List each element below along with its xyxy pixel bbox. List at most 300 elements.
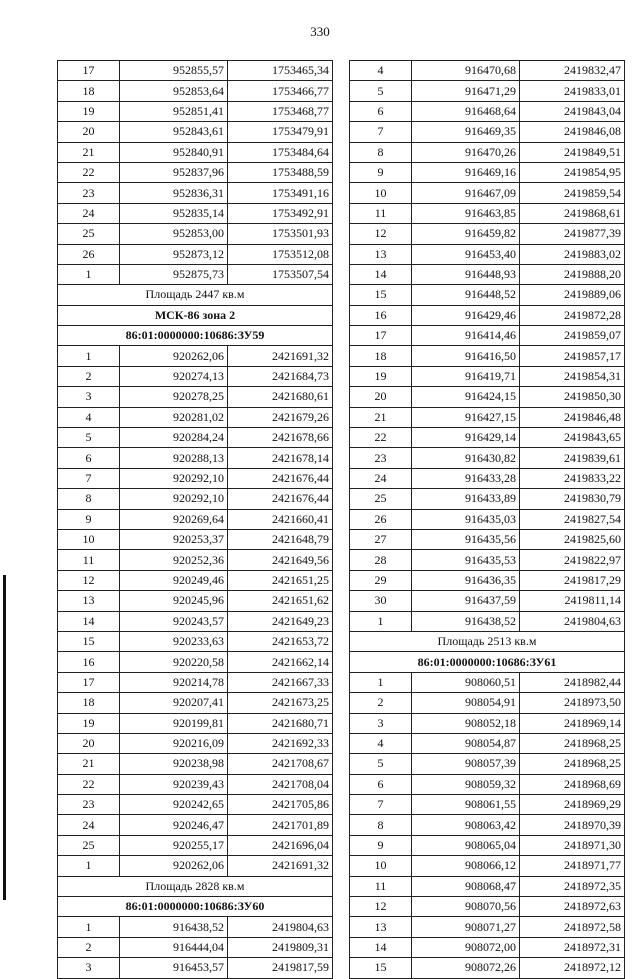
x-coordinate-cell: 952855,57 <box>120 61 228 81</box>
page-number: 330 <box>310 24 330 39</box>
point-number-cell: 19 <box>350 366 412 386</box>
point-number-cell: 6 <box>350 101 412 121</box>
y-coordinate-cell: 2419877,39 <box>520 224 625 244</box>
point-number-cell: 6 <box>350 774 412 794</box>
x-coordinate-cell: 908070,56 <box>412 897 520 917</box>
coordinate-row <box>350 366 625 386</box>
x-coordinate-cell: 916469,35 <box>412 122 520 142</box>
y-coordinate-cell: 1753484,64 <box>228 142 333 162</box>
scan-margin-bar <box>3 575 6 900</box>
y-coordinate-cell: 2419849,51 <box>520 142 625 162</box>
y-coordinate-cell: 2419830,79 <box>520 489 625 509</box>
point-number-cell: 2 <box>350 693 412 713</box>
area-summary-row <box>58 285 333 305</box>
section-header-row <box>58 326 333 346</box>
point-number-cell: 1 <box>350 611 412 631</box>
x-coordinate-cell: 916438,52 <box>120 917 228 937</box>
y-coordinate-cell: 2418968,25 <box>520 733 625 753</box>
x-coordinate-cell: 908061,55 <box>412 795 520 815</box>
x-coordinate-cell: 916437,59 <box>412 591 520 611</box>
point-number-cell: 19 <box>58 713 120 733</box>
y-coordinate-cell: 2418968,25 <box>520 754 625 774</box>
x-coordinate-cell: 920292,10 <box>120 489 228 509</box>
x-coordinate-cell: 916459,82 <box>412 224 520 244</box>
x-coordinate-cell: 916435,53 <box>412 550 520 570</box>
coordinate-row <box>58 81 333 101</box>
x-coordinate-cell: 920245,96 <box>120 591 228 611</box>
coordinate-row <box>58 509 333 529</box>
point-number-cell: 2 <box>58 366 120 386</box>
x-coordinate-cell: 920252,36 <box>120 550 228 570</box>
x-coordinate-cell: 916471,29 <box>412 81 520 101</box>
y-coordinate-cell: 2418982,44 <box>520 672 625 692</box>
section-title: 86:01:0000000:10686:ЗУ61 <box>350 652 625 672</box>
x-coordinate-cell: 920262,06 <box>120 346 228 366</box>
y-coordinate-cell: 2421678,66 <box>228 428 333 448</box>
coordinate-row <box>350 81 625 101</box>
y-coordinate-cell: 2421676,44 <box>228 489 333 509</box>
x-coordinate-cell: 952840,91 <box>120 142 228 162</box>
y-coordinate-cell: 2419883,02 <box>520 244 625 264</box>
x-coordinate-cell: 916429,46 <box>412 305 520 325</box>
point-number-cell: 27 <box>350 529 412 549</box>
y-coordinate-cell: 1753512,08 <box>228 244 333 264</box>
point-number-cell: 18 <box>58 693 120 713</box>
coordinate-row <box>58 61 333 81</box>
x-coordinate-cell: 916448,52 <box>412 285 520 305</box>
point-number-cell: 14 <box>350 264 412 284</box>
coordinate-row <box>58 815 333 835</box>
x-coordinate-cell: 916467,09 <box>412 183 520 203</box>
x-coordinate-cell: 916429,14 <box>412 428 520 448</box>
point-number-cell: 5 <box>350 81 412 101</box>
point-number-cell: 12 <box>350 897 412 917</box>
coordinate-row <box>58 448 333 468</box>
x-coordinate-cell: 916419,71 <box>412 366 520 386</box>
point-number-cell: 25 <box>58 835 120 855</box>
point-number-cell: 24 <box>350 468 412 488</box>
x-coordinate-cell: 920199,81 <box>120 713 228 733</box>
point-number-cell: 23 <box>58 795 120 815</box>
y-coordinate-cell: 2421684,73 <box>228 366 333 386</box>
y-coordinate-cell: 2421680,61 <box>228 387 333 407</box>
x-coordinate-cell: 916424,15 <box>412 387 520 407</box>
y-coordinate-cell: 1753466,77 <box>228 81 333 101</box>
x-coordinate-cell: 916414,46 <box>412 326 520 346</box>
x-coordinate-cell: 952843,61 <box>120 122 228 142</box>
y-coordinate-cell: 2419889,06 <box>520 285 625 305</box>
point-number-cell: 29 <box>350 570 412 590</box>
x-coordinate-cell: 920233,63 <box>120 631 228 651</box>
coordinate-row <box>350 795 625 815</box>
x-coordinate-cell: 916469,16 <box>412 162 520 182</box>
coordinate-row <box>350 448 625 468</box>
y-coordinate-cell: 2421680,71 <box>228 713 333 733</box>
coordinate-row <box>58 428 333 448</box>
coordinate-row <box>350 958 625 978</box>
coordinate-row <box>58 652 333 672</box>
coordinate-row <box>350 489 625 509</box>
point-number-cell: 8 <box>58 489 120 509</box>
point-number-cell: 7 <box>350 795 412 815</box>
coordinate-row <box>58 835 333 855</box>
y-coordinate-cell: 2421692,33 <box>228 733 333 753</box>
coordinate-row <box>350 122 625 142</box>
coordinate-row <box>58 122 333 142</box>
x-coordinate-cell: 916448,93 <box>412 264 520 284</box>
point-number-cell: 5 <box>350 754 412 774</box>
x-coordinate-cell: 952851,41 <box>120 101 228 121</box>
x-coordinate-cell: 952835,14 <box>120 203 228 223</box>
y-coordinate-cell: 2418972,12 <box>520 958 625 978</box>
x-coordinate-cell: 916427,15 <box>412 407 520 427</box>
point-number-cell: 1 <box>58 264 120 284</box>
coordinate-row <box>350 468 625 488</box>
x-coordinate-cell: 920220,58 <box>120 652 228 672</box>
x-coordinate-cell: 920292,10 <box>120 468 228 488</box>
x-coordinate-cell: 916430,82 <box>412 448 520 468</box>
y-coordinate-cell: 2419817,59 <box>228 958 333 978</box>
x-coordinate-cell: 916433,89 <box>412 489 520 509</box>
coordinate-row <box>58 489 333 509</box>
x-coordinate-cell: 916453,57 <box>120 958 228 978</box>
coordinate-row <box>350 754 625 774</box>
coordinate-row <box>350 733 625 753</box>
point-number-cell: 30 <box>350 591 412 611</box>
y-coordinate-cell: 2419817,29 <box>520 570 625 590</box>
point-number-cell: 6 <box>58 448 120 468</box>
coordinate-row <box>58 937 333 957</box>
point-number-cell: 1 <box>58 856 120 876</box>
point-number-cell: 25 <box>350 489 412 509</box>
coordinate-row <box>58 856 333 876</box>
x-coordinate-cell: 920214,78 <box>120 672 228 692</box>
coordinate-row <box>58 203 333 223</box>
point-number-cell: 24 <box>58 815 120 835</box>
coordinate-row <box>58 591 333 611</box>
x-coordinate-cell: 916436,35 <box>412 570 520 590</box>
point-number-cell: 7 <box>58 468 120 488</box>
coordinate-row <box>58 366 333 386</box>
point-number-cell: 24 <box>58 203 120 223</box>
x-coordinate-cell: 920242,65 <box>120 795 228 815</box>
y-coordinate-cell: 2418972,35 <box>520 876 625 896</box>
area-summary-row <box>350 631 625 651</box>
y-coordinate-cell: 2418969,29 <box>520 795 625 815</box>
point-number-cell: 4 <box>58 407 120 427</box>
x-coordinate-cell: 908065,04 <box>412 835 520 855</box>
point-number-cell: 26 <box>58 244 120 264</box>
x-coordinate-cell: 916470,68 <box>412 61 520 81</box>
x-coordinate-cell: 920216,09 <box>120 733 228 753</box>
coordinate-row <box>58 101 333 121</box>
y-coordinate-cell: 2418973,50 <box>520 693 625 713</box>
x-coordinate-cell: 920238,98 <box>120 754 228 774</box>
x-coordinate-cell: 920255,17 <box>120 835 228 855</box>
x-coordinate-cell: 920274,13 <box>120 366 228 386</box>
point-number-cell: 16 <box>58 652 120 672</box>
y-coordinate-cell: 2419809,31 <box>228 937 333 957</box>
coordinate-row <box>350 244 625 264</box>
y-coordinate-cell: 2421701,89 <box>228 815 333 835</box>
x-coordinate-cell: 908057,39 <box>412 754 520 774</box>
point-number-cell: 22 <box>58 774 120 794</box>
area-text: Площадь 2447 кв.м <box>58 285 333 305</box>
y-coordinate-cell: 2419859,54 <box>520 183 625 203</box>
coordinate-row <box>350 346 625 366</box>
coordinate-row <box>350 937 625 957</box>
point-number-cell: 18 <box>350 346 412 366</box>
section-title: 86:01:0000000:10686:ЗУ60 <box>58 897 333 917</box>
section-title: 86:01:0000000:10686:ЗУ59 <box>58 326 333 346</box>
y-coordinate-cell: 2418972,58 <box>520 917 625 937</box>
coordinate-row <box>350 672 625 692</box>
coordinate-row <box>350 428 625 448</box>
x-coordinate-cell: 920288,13 <box>120 448 228 468</box>
coordinate-row <box>58 550 333 570</box>
y-coordinate-cell: 1753491,16 <box>228 183 333 203</box>
x-coordinate-cell: 916435,56 <box>412 529 520 549</box>
point-number-cell: 1 <box>58 346 120 366</box>
coordinate-row <box>350 407 625 427</box>
x-coordinate-cell: 908063,42 <box>412 815 520 835</box>
y-coordinate-cell: 1753488,59 <box>228 162 333 182</box>
x-coordinate-cell: 920281,02 <box>120 407 228 427</box>
coordinate-row <box>350 162 625 182</box>
y-coordinate-cell: 2419839,61 <box>520 448 625 468</box>
x-coordinate-cell: 916470,26 <box>412 142 520 162</box>
coordinate-row <box>58 387 333 407</box>
coordinate-row <box>58 224 333 244</box>
point-number-cell: 21 <box>58 142 120 162</box>
y-coordinate-cell: 2419843,65 <box>520 428 625 448</box>
coordinate-row <box>58 754 333 774</box>
y-coordinate-cell: 2418972,63 <box>520 897 625 917</box>
y-coordinate-cell: 2421673,25 <box>228 693 333 713</box>
y-coordinate-cell: 2419811,14 <box>520 591 625 611</box>
point-number-cell: 15 <box>350 285 412 305</box>
y-coordinate-cell: 2421660,41 <box>228 509 333 529</box>
x-coordinate-cell: 920278,25 <box>120 387 228 407</box>
point-number-cell: 26 <box>350 509 412 529</box>
x-coordinate-cell: 920269,64 <box>120 509 228 529</box>
coordinate-row <box>58 713 333 733</box>
coordinate-row <box>350 774 625 794</box>
x-coordinate-cell: 916433,28 <box>412 468 520 488</box>
y-coordinate-cell: 2421691,32 <box>228 346 333 366</box>
y-coordinate-cell: 2419857,17 <box>520 346 625 366</box>
point-number-cell: 19 <box>58 101 120 121</box>
coordinate-row <box>350 387 625 407</box>
x-coordinate-cell: 920249,46 <box>120 570 228 590</box>
y-coordinate-cell: 1753501,93 <box>228 224 333 244</box>
point-number-cell: 15 <box>350 958 412 978</box>
x-coordinate-cell: 920207,41 <box>120 693 228 713</box>
point-number-cell: 23 <box>58 183 120 203</box>
y-coordinate-cell: 2419888,20 <box>520 264 625 284</box>
y-coordinate-cell: 2419832,47 <box>520 61 625 81</box>
y-coordinate-cell: 2419804,63 <box>520 611 625 631</box>
coordinate-row <box>58 264 333 284</box>
coordinate-row <box>58 774 333 794</box>
point-number-cell: 13 <box>350 917 412 937</box>
point-number-cell: 14 <box>58 611 120 631</box>
y-coordinate-cell: 2418970,39 <box>520 815 625 835</box>
point-number-cell: 9 <box>350 835 412 855</box>
point-number-cell: 11 <box>350 876 412 896</box>
point-number-cell: 22 <box>350 428 412 448</box>
x-coordinate-cell: 908054,91 <box>412 693 520 713</box>
x-coordinate-cell: 908072,26 <box>412 958 520 978</box>
point-number-cell: 11 <box>58 550 120 570</box>
coordinate-row <box>58 631 333 651</box>
coordinate-row <box>58 244 333 264</box>
y-coordinate-cell: 2421651,62 <box>228 591 333 611</box>
y-coordinate-cell: 1753465,34 <box>228 61 333 81</box>
y-coordinate-cell: 1753468,77 <box>228 101 333 121</box>
point-number-cell: 3 <box>350 713 412 733</box>
coordinate-row <box>350 570 625 590</box>
point-number-cell: 17 <box>58 672 120 692</box>
coordinate-row <box>58 346 333 366</box>
coordinate-row <box>350 183 625 203</box>
point-number-cell: 16 <box>350 305 412 325</box>
x-coordinate-cell: 916416,50 <box>412 346 520 366</box>
coordinates-table-right <box>349 60 625 979</box>
y-coordinate-cell: 2419822,97 <box>520 550 625 570</box>
y-coordinate-cell: 2421678,14 <box>228 448 333 468</box>
point-number-cell: 20 <box>58 122 120 142</box>
point-number-cell: 15 <box>58 631 120 651</box>
x-coordinate-cell: 952853,64 <box>120 81 228 101</box>
point-number-cell: 8 <box>350 142 412 162</box>
coordinate-row <box>350 285 625 305</box>
y-coordinate-cell: 2419827,54 <box>520 509 625 529</box>
coordinate-row <box>58 795 333 815</box>
point-number-cell: 14 <box>350 937 412 957</box>
coordinate-row <box>58 407 333 427</box>
point-number-cell: 23 <box>350 448 412 468</box>
point-number-cell: 21 <box>58 754 120 774</box>
x-coordinate-cell: 952837,96 <box>120 162 228 182</box>
coordinate-row <box>350 550 625 570</box>
y-coordinate-cell: 2421649,56 <box>228 550 333 570</box>
section-header-row <box>58 897 333 917</box>
coordinate-row <box>58 183 333 203</box>
coordinate-row <box>58 611 333 631</box>
y-coordinate-cell: 1753479,91 <box>228 122 333 142</box>
y-coordinate-cell: 2421691,32 <box>228 856 333 876</box>
x-coordinate-cell: 952853,00 <box>120 224 228 244</box>
y-coordinate-cell: 2418971,30 <box>520 835 625 855</box>
y-coordinate-cell: 2418971,77 <box>520 856 625 876</box>
coordinate-row <box>350 856 625 876</box>
y-coordinate-cell: 2421653,72 <box>228 631 333 651</box>
y-coordinate-cell: 2421676,44 <box>228 468 333 488</box>
coordinate-row <box>350 591 625 611</box>
y-coordinate-cell: 2418972,31 <box>520 937 625 957</box>
y-coordinate-cell: 2421708,67 <box>228 754 333 774</box>
point-number-cell: 1 <box>58 917 120 937</box>
coordinate-row <box>350 101 625 121</box>
point-number-cell: 9 <box>350 162 412 182</box>
y-coordinate-cell: 2421651,25 <box>228 570 333 590</box>
y-coordinate-cell: 2419854,95 <box>520 162 625 182</box>
y-coordinate-cell: 2418969,14 <box>520 713 625 733</box>
point-number-cell: 17 <box>58 61 120 81</box>
x-coordinate-cell: 920253,37 <box>120 529 228 549</box>
point-number-cell: 4 <box>350 61 412 81</box>
y-coordinate-cell: 2421696,04 <box>228 835 333 855</box>
y-coordinate-cell: 2421662,14 <box>228 652 333 672</box>
coordinate-row <box>350 305 625 325</box>
x-coordinate-cell: 916444,04 <box>120 937 228 957</box>
y-coordinate-cell: 2419846,48 <box>520 407 625 427</box>
point-number-cell: 10 <box>350 856 412 876</box>
y-coordinate-cell: 2421679,26 <box>228 407 333 427</box>
y-coordinate-cell: 2419825,60 <box>520 529 625 549</box>
coordinate-row <box>350 142 625 162</box>
y-coordinate-cell: 2418968,69 <box>520 774 625 794</box>
x-coordinate-cell: 908054,87 <box>412 733 520 753</box>
y-coordinate-cell: 2421708,04 <box>228 774 333 794</box>
coordinate-row <box>58 733 333 753</box>
x-coordinate-cell: 916468,64 <box>412 101 520 121</box>
coordinate-row <box>58 917 333 937</box>
coordinate-row <box>350 509 625 529</box>
y-coordinate-cell: 2419854,31 <box>520 366 625 386</box>
y-coordinate-cell: 1753507,54 <box>228 264 333 284</box>
point-number-cell: 17 <box>350 326 412 346</box>
y-coordinate-cell: 2421705,86 <box>228 795 333 815</box>
coordinates-table-left <box>57 60 333 979</box>
x-coordinate-cell: 952836,31 <box>120 183 228 203</box>
x-coordinate-cell: 908059,32 <box>412 774 520 794</box>
point-number-cell: 10 <box>58 529 120 549</box>
x-coordinate-cell: 952873,12 <box>120 244 228 264</box>
point-number-cell: 11 <box>350 203 412 223</box>
point-number-cell: 3 <box>58 387 120 407</box>
point-number-cell: 28 <box>350 550 412 570</box>
area-text: Площадь 2513 кв.м <box>350 631 625 651</box>
section-header-row <box>58 305 333 325</box>
point-number-cell: 13 <box>350 244 412 264</box>
y-coordinate-cell: 2419846,08 <box>520 122 625 142</box>
y-coordinate-cell: 1753492,91 <box>228 203 333 223</box>
x-coordinate-cell: 916435,03 <box>412 509 520 529</box>
point-number-cell: 7 <box>350 122 412 142</box>
x-coordinate-cell: 908052,18 <box>412 713 520 733</box>
coordinate-row <box>350 917 625 937</box>
point-number-cell: 20 <box>350 387 412 407</box>
point-number-cell: 8 <box>350 815 412 835</box>
coordinate-row <box>350 326 625 346</box>
point-number-cell: 4 <box>350 733 412 753</box>
y-coordinate-cell: 2421667,33 <box>228 672 333 692</box>
x-coordinate-cell: 920243,57 <box>120 611 228 631</box>
coordinate-row <box>350 611 625 631</box>
section-header-row <box>350 652 625 672</box>
coordinate-row <box>58 693 333 713</box>
coordinate-row <box>350 61 625 81</box>
x-coordinate-cell: 916438,52 <box>412 611 520 631</box>
coordinate-row <box>350 529 625 549</box>
point-number-cell: 25 <box>58 224 120 244</box>
coordinate-row <box>350 713 625 733</box>
x-coordinate-cell: 908066,12 <box>412 856 520 876</box>
section-title: МСК-86 зона 2 <box>58 305 333 325</box>
coordinate-row <box>350 897 625 917</box>
